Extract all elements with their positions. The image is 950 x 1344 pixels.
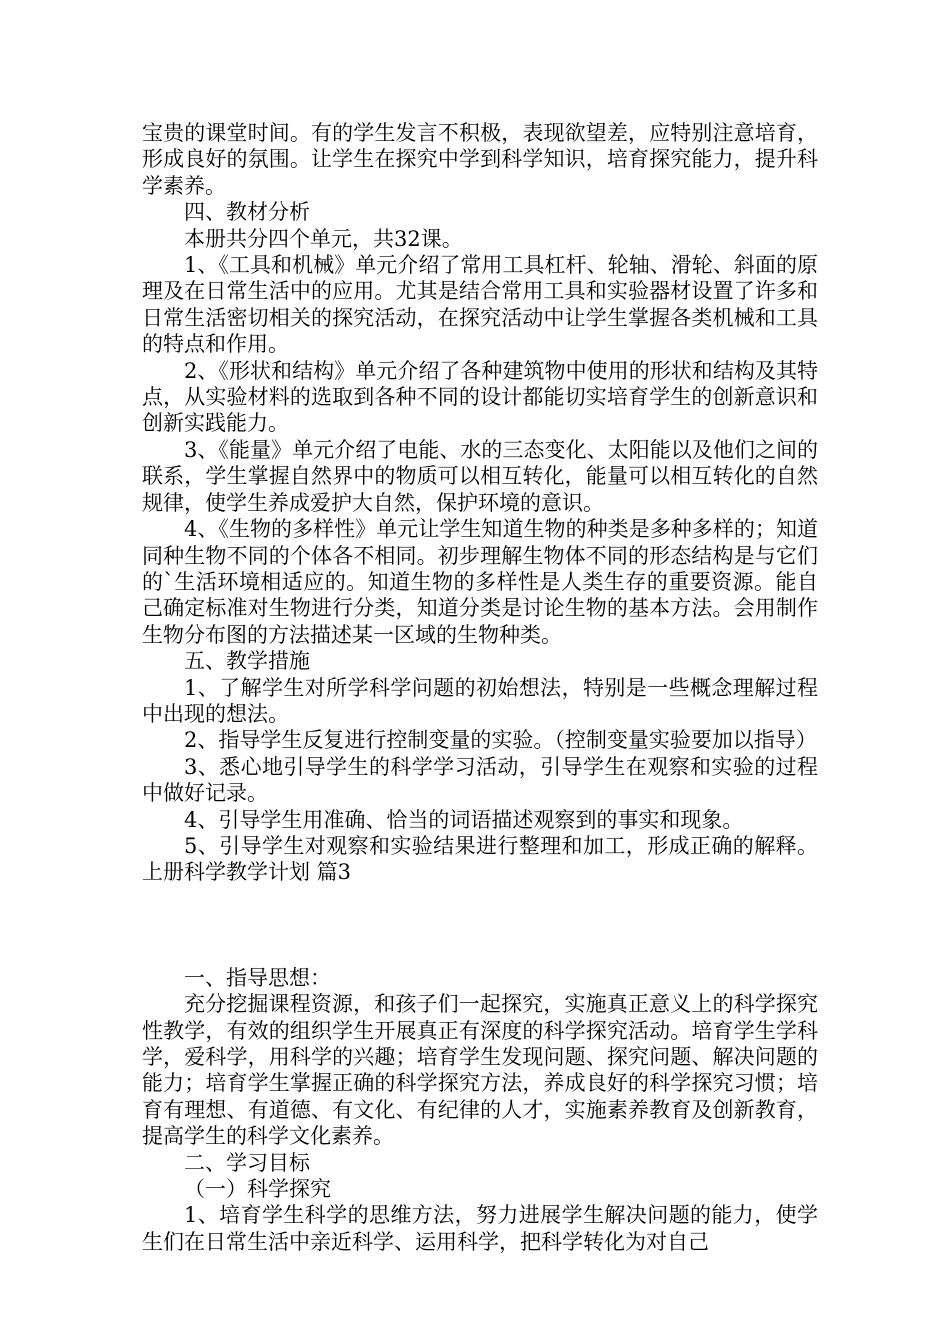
section-spacer (142, 886, 818, 965)
paragraph: 1、了解学生对所学科学问题的初始想法，特别是一些概念理解过程中出现的想法。 (142, 675, 818, 726)
paragraph: 宝贵的课堂时间。有的学生发言不积极，表现欲望差，应特别注意培育，形成良好的氛围。让学生在探究中学到科学知识，培育探究能力，提升科学素养。 (142, 121, 818, 198)
paragraph: 充分挖掘课程资源，和孩子们一起探究，实施真正意义上的科学探究性教学，有效的组织学生开展真正有深度的科学探究活动。培育学生学科学，爱科学，用科学的兴趣；培育学生发现问题、探究问题、解决问题的能力；培育学生掌握正确的科学探究方法，养成良好的科学探究习惯；培育有理想、有道德、有文化、有纪律的人才，实施素养教育及创新教育，提高学生的科学文化素养。 (142, 992, 818, 1149)
section-heading-teaching-measures: 五、教学措施 (184, 649, 310, 674)
paragraph: 2、指导学生反复进行控制变量的实验。（控制变量实验要加以指导） (184, 728, 817, 753)
section-heading-guiding-thought: 一、指导思想： (184, 965, 331, 990)
paragraph: 3、悉心地引导学生的科学学习活动，引导学生在观察和实验的过程中做好记录。 (142, 754, 818, 806)
text-section-2 (142, 965, 818, 1255)
section-heading-textbook-analysis: 四、教材分析 (184, 200, 310, 225)
paragraph: 1、培育学生科学的思维方法，努力进展学生解决问题的能力，使学生们在日常生活中亲近科学、运用科学，把科学转化为对自己 (142, 1203, 818, 1254)
document-page (142, 120, 818, 1255)
paragraph: 2、《形状和结构》单元介绍了各种建筑物中使用的形状和结构及其特点，从实验材料的选取到各种不同的设计都能切实培育学生的创新意识和创新实践能力。 (142, 358, 818, 436)
paragraph: 4、引导学生用准确、恰当的词语描述观察到的事实和现象。 (184, 807, 744, 832)
text-section-1 (142, 120, 818, 886)
paragraph: 1、《工具和机械》单元介绍了常用工具杠杆、轮轴、滑轮、斜面的原理及在日常生活中的应用。尤其是结合常用工具和实验器材设置了许多和日常生活密切相关的探究活动，在探究活动中让学生掌握各类机械和工具的特点和作用。 (142, 253, 818, 357)
section-heading-learning-goals: 二、学习目标 (184, 1150, 310, 1175)
paragraph: 4、《生物的多样性》单元让学生知道生物的种类是多种多样的；知道同种生物不同的个体各不相同。初步理解生物体不同的形态结构是与它们的`生活环境相适应的。知道生物的多样性是人类生存的重要资源。能自己确定标准对生物进行分类，知道分类是讨论生物的基本方法。会用制作生物分布图的方法描述某一区域的生物种类。 (142, 517, 818, 647)
paragraph: 本册共分四个单元，共32课。 (184, 226, 463, 251)
subsection-heading-scientific-inquiry: （一）科学探究 (184, 1177, 331, 1202)
paragraph: 3、《能量》单元介绍了电能、水的三态变化、太阳能以及他们之间的联系，学生掌握自然界中的物质可以相互转化，能量可以相互转化的自然规律，使学生养成爱护大自然，保护环境的意识。 (142, 437, 818, 515)
paragraph: 5、引导学生对观察和实验结果进行整理和加工，形成正确的解释。上册科学教学计划 篇3 (142, 833, 818, 885)
